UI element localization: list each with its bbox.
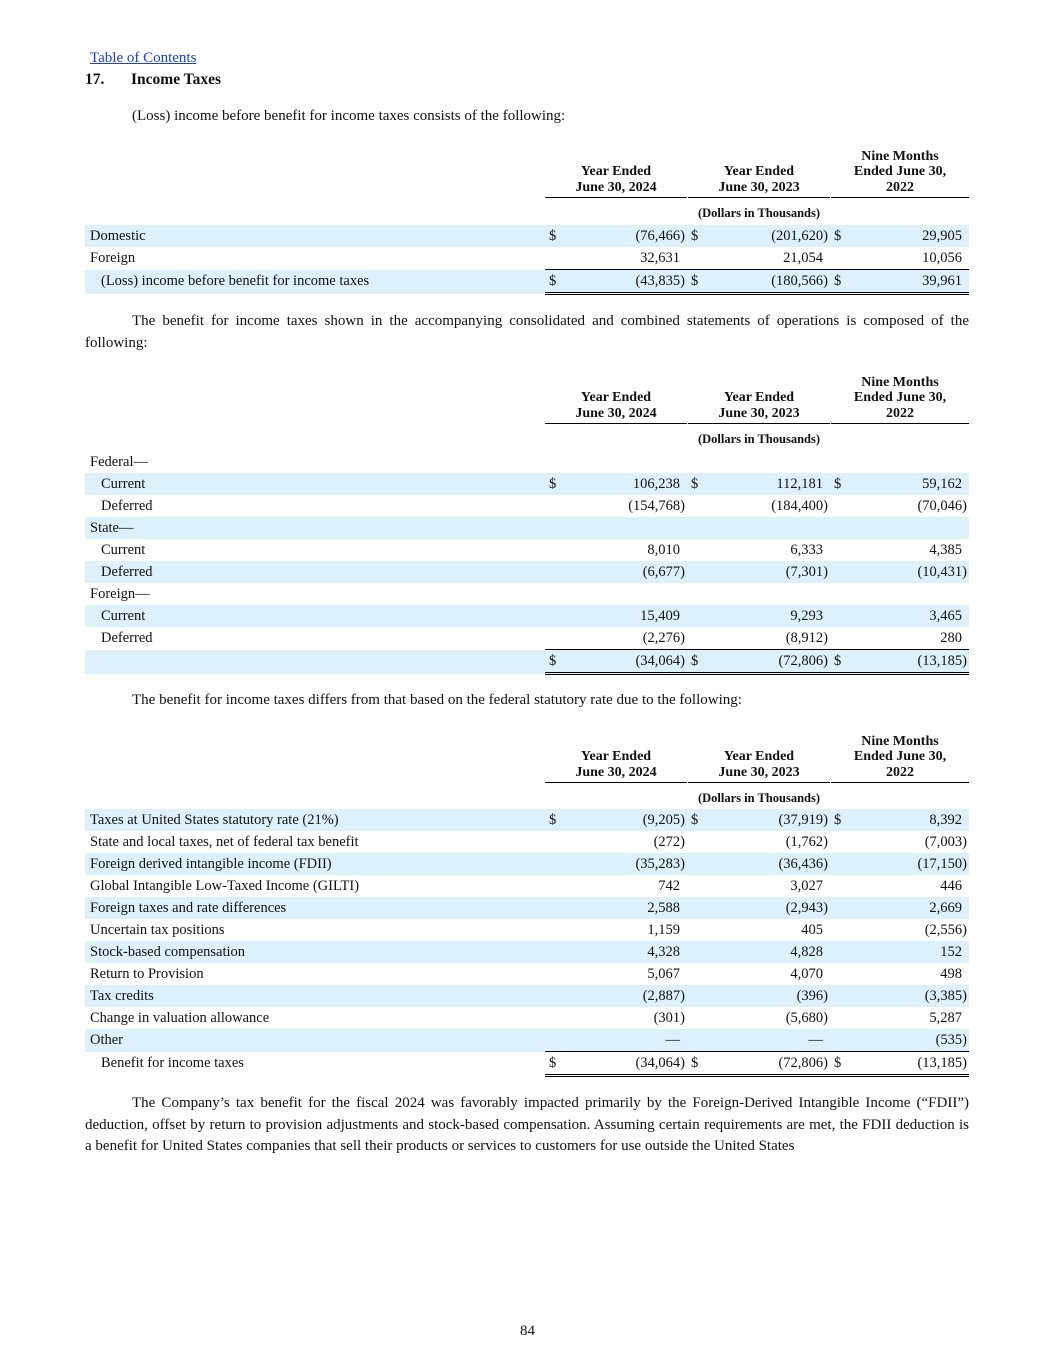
value-fy2023: 3,027 (790, 877, 823, 894)
value-nine-months-2022: 5,287 (929, 1009, 962, 1026)
table1-column-headers (85, 148, 969, 198)
currency-symbol: $ (687, 809, 709, 831)
value-nine-months-2022: 59,162 (852, 473, 969, 495)
currency-symbol: $ (830, 650, 852, 674)
currency-symbol (830, 875, 852, 897)
table-row (85, 451, 969, 473)
col-header-fy2023: Year Ended June 30, 2023 (688, 749, 830, 783)
currency-symbol (545, 247, 566, 270)
table-row (85, 985, 969, 1007)
currency-symbol: $ (687, 650, 709, 674)
row-label: (Loss) income before benefit for income taxes (85, 270, 545, 294)
value-fy2023: 9,293 (709, 605, 830, 627)
currency-symbol: $ (830, 225, 852, 247)
currency-symbol: $ (830, 473, 852, 495)
currency-symbol: $ (545, 270, 566, 294)
value-nine-months-2022: 8,392 (852, 809, 969, 831)
currency-symbol: $ (545, 650, 566, 674)
value-fy2024: 4,328 (566, 941, 687, 963)
value-nine-months-2022: (7,003) (924, 833, 967, 850)
value-fy2024: 15,409 (566, 605, 687, 627)
value-fy2023: (36,436) (709, 853, 830, 875)
value-nine-months-2022: 10,056 (922, 249, 962, 266)
row-label: Tax credits (85, 985, 545, 1007)
row-label: Deferred (101, 497, 153, 514)
table3-column-headers (85, 733, 969, 783)
currency-symbol (830, 985, 852, 1007)
table-row (85, 1029, 969, 1052)
value-nine-months-2022: 3,465 (852, 605, 969, 627)
currency-symbol (830, 561, 852, 583)
currency-symbol (545, 539, 566, 561)
section-heading (85, 71, 221, 89)
value-fy2024: (35,283) (566, 853, 687, 875)
currency-symbol: $ (830, 1052, 852, 1076)
value-fy2023: 4,070 (790, 965, 823, 982)
currency-symbol (830, 627, 852, 650)
currency-symbol (687, 831, 709, 853)
table-row (85, 831, 969, 853)
intro-paragraph-2: The benefit for income taxes shown in the accompanying consolidated and combined statements of operations is composed of the following: (85, 313, 969, 351)
currency-symbol (687, 539, 709, 561)
table-row (85, 963, 969, 985)
value-fy2023: (72,806) (709, 1052, 830, 1076)
currency-symbol (687, 627, 709, 650)
table2-column-headers (85, 374, 969, 424)
section-number: 17. (85, 71, 105, 88)
currency-symbol (687, 605, 709, 627)
row-label (85, 650, 545, 674)
value-nine-months-2022: (3,385) (852, 985, 969, 1007)
row-label: Taxes at United States statutory rate (21%) (85, 809, 545, 831)
col-header-fy2023: Year Ended June 30, 2023 (688, 164, 830, 198)
row-label: Domestic (85, 225, 545, 247)
table-row (85, 875, 969, 897)
currency-symbol (687, 875, 709, 897)
value-fy2024: 2,588 (566, 897, 687, 919)
table-row (85, 270, 969, 294)
currency-symbol: $ (545, 225, 566, 247)
value-fy2023: — (709, 1029, 830, 1052)
value-fy2023: 405 (801, 921, 823, 938)
value-fy2023: (72,806) (709, 650, 830, 674)
value-fy2023: (201,620) (709, 225, 830, 247)
intro-paragraph-1: (Loss) income before benefit for income taxes consists of the following: (132, 108, 566, 124)
currency-symbol (687, 897, 709, 919)
value-fy2024: (9,205) (566, 809, 687, 831)
currency-symbol (830, 495, 852, 517)
currency-symbol (830, 941, 852, 963)
table-row (85, 495, 969, 517)
currency-symbol (545, 1007, 566, 1029)
table2-units-row (85, 432, 969, 448)
table-row (85, 225, 969, 247)
currency-symbol (545, 627, 566, 650)
value-fy2024: (154,768) (628, 497, 685, 514)
row-label: Current (85, 473, 545, 495)
value-fy2024: (34,064) (566, 650, 687, 674)
currency-symbol (830, 919, 852, 941)
col-header-fy2024: Year Ended June 30, 2024 (545, 164, 687, 198)
currency-symbol: $ (545, 809, 566, 831)
value-nine-months-2022: (10,431) (852, 561, 969, 583)
value-nine-months-2022: 29,905 (852, 225, 969, 247)
table-row (85, 853, 969, 875)
currency-symbol (830, 831, 852, 853)
value-nine-months-2022: (2,556) (924, 921, 967, 938)
table-row (85, 605, 969, 627)
table-row (85, 473, 969, 495)
col-header-nine-months-2022: Nine Months Ended June 30, 2022 (831, 149, 969, 199)
value-nine-months-2022: (70,046) (917, 497, 967, 514)
currency-symbol: $ (830, 270, 852, 294)
value-nine-months-2022: 280 (940, 629, 962, 646)
col-header-nine-months-2022: Nine Months Ended June 30, 2022 (831, 375, 969, 425)
currency-symbol (687, 1029, 709, 1052)
currency-symbol (830, 963, 852, 985)
table1-units-row (85, 206, 969, 222)
currency-symbol (545, 941, 566, 963)
value-nine-months-2022: 152 (852, 941, 969, 963)
currency-symbol (687, 919, 709, 941)
row-label: State— (85, 517, 545, 539)
currency-symbol (830, 1007, 852, 1029)
table-of-contents-link[interactable]: Table of Contents (90, 50, 197, 66)
currency-symbol (830, 1029, 852, 1052)
value-nine-months-2022: (17,150) (852, 853, 969, 875)
currency-symbol (545, 561, 566, 583)
row-label: Uncertain tax positions (90, 921, 225, 938)
currency-symbol (687, 853, 709, 875)
currency-symbol (545, 495, 566, 517)
units-label: (Dollars in Thousands) (697, 432, 821, 446)
row-label: Benefit for income taxes (101, 1055, 244, 1071)
currency-symbol: $ (830, 809, 852, 831)
row-label: Deferred (85, 561, 545, 583)
row-label: Foreign derived intangible income (FDII) (85, 853, 545, 875)
value-fy2023: (1,762) (785, 833, 828, 850)
value-fy2024: (76,466) (566, 225, 687, 247)
row-label: State and local taxes, net of federal tax benefit (90, 833, 359, 850)
currency-symbol: $ (687, 270, 709, 294)
table-row (85, 650, 969, 674)
value-nine-months-2022: (535) (852, 1029, 969, 1052)
row-label: Other (85, 1029, 545, 1052)
currency-symbol (545, 919, 566, 941)
table-row (85, 809, 969, 831)
currency-symbol (687, 941, 709, 963)
value-fy2023: (5,680) (785, 1009, 828, 1026)
income-before-taxes-table (85, 225, 969, 295)
row-label: Current (85, 605, 545, 627)
value-fy2024: 106,238 (566, 473, 687, 495)
statutory-rate-reconciliation-table (85, 809, 969, 1077)
currency-symbol (545, 605, 566, 627)
row-label: Federal— (90, 453, 148, 470)
value-fy2023: (37,919) (709, 809, 830, 831)
col-header-fy2023: Year Ended June 30, 2023 (688, 390, 830, 424)
value-fy2024: (272) (653, 833, 685, 850)
table-row (85, 627, 969, 650)
units-label: (Dollars in Thousands) (697, 791, 821, 805)
currency-symbol (687, 985, 709, 1007)
units-label: (Dollars in Thousands) (697, 206, 821, 220)
currency-symbol (545, 875, 566, 897)
table-row (85, 1052, 969, 1076)
col-header-fy2024: Year Ended June 30, 2024 (545, 390, 687, 424)
row-label: Foreign— (90, 585, 150, 602)
currency-symbol: $ (687, 225, 709, 247)
intro-paragraph-3: The benefit for income taxes differs from that based on the federal statutory rate due to the following: (132, 692, 742, 708)
currency-symbol (830, 897, 852, 919)
currency-symbol (545, 985, 566, 1007)
table-row (85, 539, 969, 561)
value-fy2024: 1,159 (647, 921, 680, 938)
row-label: Foreign taxes and rate differences (85, 897, 545, 919)
row-label: Current (101, 541, 146, 558)
value-fy2023: 6,333 (790, 541, 823, 558)
currency-symbol: $ (545, 1052, 566, 1076)
value-fy2024: 5,067 (647, 965, 680, 982)
currency-symbol (545, 831, 566, 853)
table-row (85, 247, 969, 270)
row-label: Foreign (90, 249, 136, 266)
currency-symbol (687, 561, 709, 583)
value-fy2024: (2,887) (566, 985, 687, 1007)
value-nine-months-2022: 446 (940, 877, 962, 894)
table-row (85, 919, 969, 941)
value-nine-months-2022: 39,961 (852, 270, 969, 294)
table-row (85, 583, 969, 605)
value-fy2023: (2,943) (709, 897, 830, 919)
currency-symbol (830, 247, 852, 270)
value-fy2023: 21,054 (783, 249, 823, 266)
table-row (85, 561, 969, 583)
value-fy2024: (301) (653, 1009, 685, 1026)
table-row (85, 941, 969, 963)
value-fy2024: (34,064) (566, 1052, 687, 1076)
page-number: 84 (520, 1323, 535, 1339)
value-nine-months-2022: (13,185) (852, 1052, 969, 1076)
value-fy2023: (7,301) (709, 561, 830, 583)
row-label: Return to Provision (90, 965, 204, 982)
currency-symbol (687, 495, 709, 517)
currency-symbol (687, 247, 709, 270)
value-fy2023: (184,400) (771, 497, 828, 514)
currency-symbol (545, 897, 566, 919)
value-nine-months-2022: 2,669 (852, 897, 969, 919)
value-fy2024: 32,631 (640, 249, 680, 266)
value-fy2024: — (566, 1029, 687, 1052)
currency-symbol (545, 853, 566, 875)
value-nine-months-2022: 498 (940, 965, 962, 982)
row-label: Global Intangible Low-Taxed Income (GILTI) (90, 877, 360, 894)
table3-units-row (85, 791, 969, 807)
value-fy2024: 8,010 (647, 541, 680, 558)
value-fy2024: (6,677) (566, 561, 687, 583)
currency-symbol (545, 1029, 566, 1052)
section-title: Income Taxes (131, 71, 221, 88)
value-nine-months-2022: 4,385 (929, 541, 962, 558)
currency-symbol: $ (687, 1052, 709, 1076)
currency-symbol (830, 605, 852, 627)
currency-symbol (830, 853, 852, 875)
value-fy2024: (2,276) (642, 629, 685, 646)
currency-symbol: $ (545, 473, 566, 495)
table-row (85, 897, 969, 919)
value-fy2023: 4,828 (709, 941, 830, 963)
income-tax-benefit-components-table (85, 451, 969, 675)
currency-symbol (687, 1007, 709, 1029)
value-fy2023: 112,181 (709, 473, 830, 495)
value-fy2023: (8,912) (785, 629, 828, 646)
row-label: Stock-based compensation (85, 941, 545, 963)
row-label: Deferred (101, 629, 153, 646)
value-fy2024: 742 (658, 877, 680, 894)
value-fy2024: (43,835) (566, 270, 687, 294)
table-row (85, 517, 969, 539)
table-row (85, 1007, 969, 1029)
fdii-paragraph: The Company’s tax benefit for the fiscal 2024 was favorably impacted primarily by the Foreign-Derived Intangible Income (“FDII”) deduction, offset by return to provision adjustments and stock-based compensation. Assuming certain requirements are met, the FDII deduction is a benefit for United States companies that sell their products or services to customers for use outside the United States (85, 1095, 969, 1154)
currency-symbol (687, 963, 709, 985)
col-header-nine-months-2022: Nine Months Ended June 30, 2022 (831, 734, 969, 784)
col-header-fy2024: Year Ended June 30, 2024 (545, 749, 687, 783)
value-fy2023: (396) (709, 985, 830, 1007)
currency-symbol: $ (687, 473, 709, 495)
value-nine-months-2022: (13,185) (852, 650, 969, 674)
row-label: Change in valuation allowance (90, 1009, 270, 1026)
value-fy2023: (180,566) (709, 270, 830, 294)
currency-symbol (830, 539, 852, 561)
currency-symbol (545, 963, 566, 985)
